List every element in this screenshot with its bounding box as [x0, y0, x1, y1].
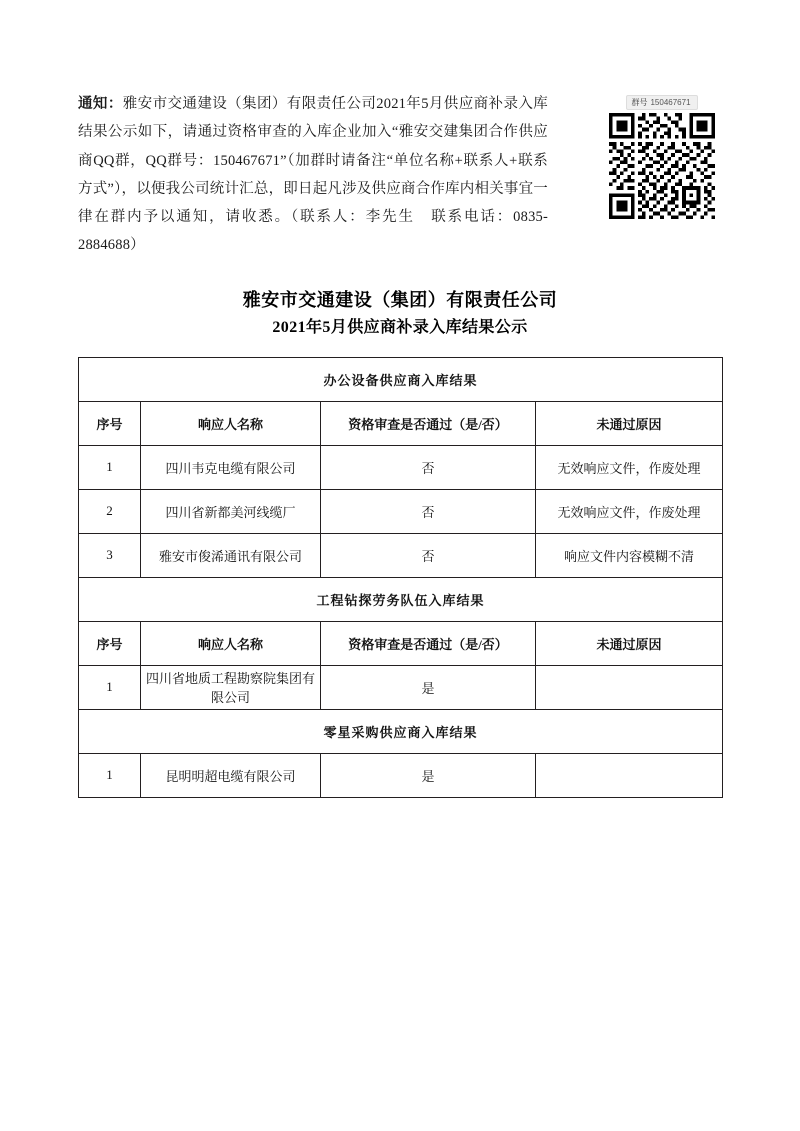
- cell-name: 昆明明超电缆有限公司: [141, 753, 321, 797]
- qr-label-value: 150467671: [650, 98, 691, 107]
- cell-pass: 是: [321, 665, 536, 709]
- cell-reason: 响应文件内容模糊不清: [536, 533, 723, 577]
- column-header-reason: 未通过原因: [536, 401, 723, 445]
- qr-label: [626, 95, 697, 110]
- cell-name: 四川省新都美河线缆厂: [141, 489, 321, 533]
- cell-name: 四川韦克电缆有限公司: [141, 445, 321, 489]
- results-table: [78, 357, 723, 798]
- cell-seq: 3: [79, 533, 141, 577]
- page-subtitle: 2021年5月供应商补录入库结果公示: [272, 319, 528, 337]
- cell-reason: [536, 665, 723, 709]
- table-row: [79, 753, 723, 797]
- cell-seq: 1: [79, 665, 141, 709]
- notice-paragraph: [78, 90, 548, 260]
- notice-lead: 通知：: [78, 96, 123, 112]
- table-row: [79, 489, 723, 533]
- results-table-body: [79, 357, 723, 797]
- cell-pass: 否: [321, 533, 536, 577]
- document-content: [78, 90, 722, 798]
- section-heading: 办公设备供应商入库结果: [79, 357, 723, 401]
- section-heading: 工程钻探劳务队伍入库结果: [79, 577, 723, 621]
- table-header-row: [79, 621, 723, 665]
- cell-reason: [536, 753, 723, 797]
- page-title: 雅安市交通建设（集团）有限责任公司: [242, 289, 558, 310]
- qr-label-key: 群号: [631, 98, 648, 107]
- section-heading: 零星采购供应商入库结果: [79, 709, 723, 753]
- cell-name: 雅安市俊浠通讯有限公司: [141, 533, 321, 577]
- table-section-heading-row: [79, 709, 723, 753]
- table-section-heading-row: [79, 577, 723, 621]
- table-section-heading-row: [79, 357, 723, 401]
- table-row: [79, 445, 723, 489]
- table-row: [79, 533, 723, 577]
- table-header-row: [79, 401, 723, 445]
- cell-seq: 1: [79, 445, 141, 489]
- column-header-pass: 资格审查是否通过（是/否）: [321, 621, 536, 665]
- notice-body: 雅安市交通建设（集团）有限责任公司2021年5月供应商补录入库结果公示如下，请通过资格审查的入库企业加入“雅安交建集团合作供应商QQ群，QQ群号：150467671”（加群时请备注“单位名称+联系人+联系方式”），以便我公司统计汇总，即日起凡涉及供应商合作库内相关事宜一律在群内予以通知，请收悉。（联系人：李先生 联系电话：0835-2884688）: [78, 96, 548, 254]
- cell-pass: 否: [321, 489, 536, 533]
- cell-pass: 是: [321, 753, 536, 797]
- cell-reason: 无效响应文件，作废处理: [536, 489, 723, 533]
- qr-block: [602, 92, 722, 219]
- column-header-name: 响应人名称: [141, 621, 321, 665]
- cell-pass: 否: [321, 445, 536, 489]
- column-header-pass: 资格审查是否通过（是/否）: [321, 401, 536, 445]
- column-header-seq: 序号: [79, 401, 141, 445]
- cell-name: 四川省地质工程勘察院集团有限公司: [141, 665, 321, 709]
- notice-block: [78, 90, 722, 260]
- column-header-reason: 未通过原因: [536, 621, 723, 665]
- cell-seq: 1: [79, 753, 141, 797]
- cell-reason: 无效响应文件，作废处理: [536, 445, 723, 489]
- column-header-seq: 序号: [79, 621, 141, 665]
- table-row: [79, 665, 723, 709]
- qr-code-icon: [609, 113, 715, 219]
- cell-seq: 2: [79, 489, 141, 533]
- column-header-name: 响应人名称: [141, 401, 321, 445]
